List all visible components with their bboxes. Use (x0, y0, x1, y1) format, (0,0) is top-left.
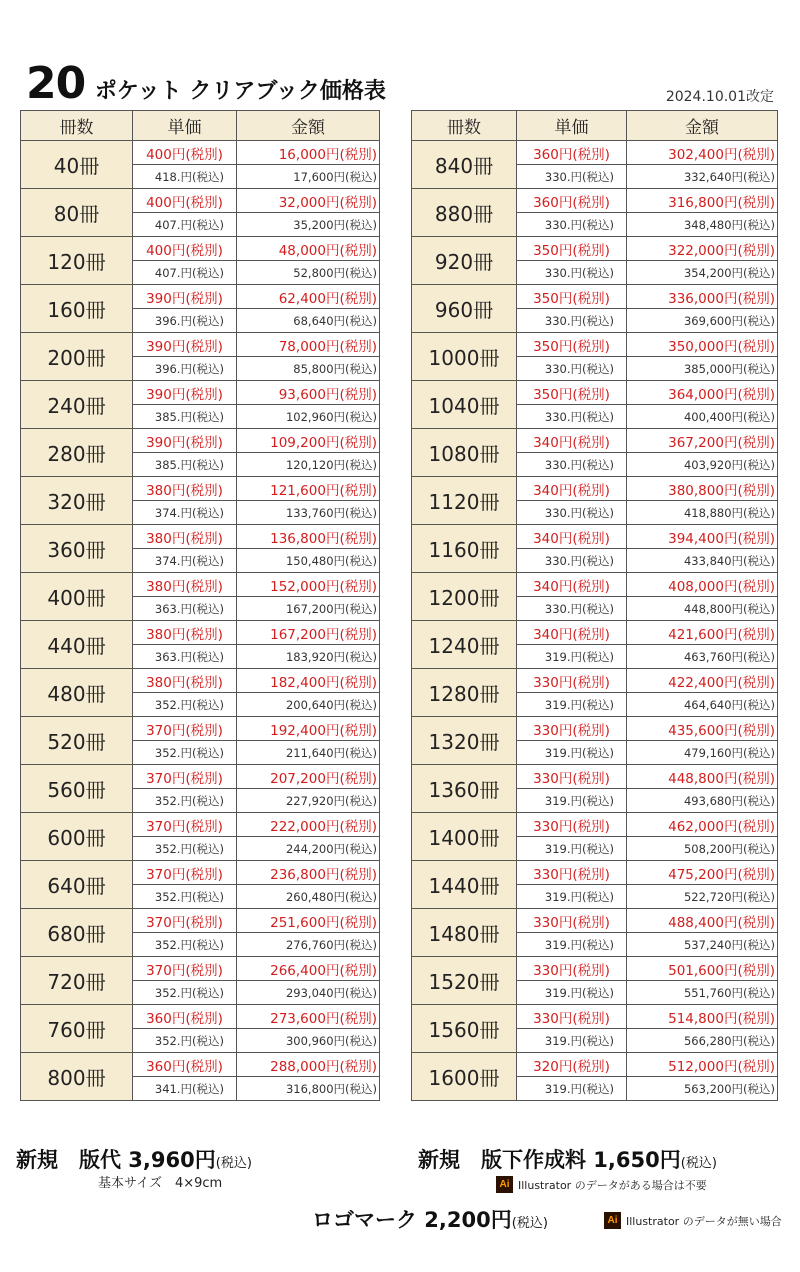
total-price-in-tax: 276,760円(税込) (237, 933, 380, 957)
unit-price-ex-tax: 390円(税別) (133, 429, 237, 453)
total-price-ex-tax: 167,200円(税別) (237, 621, 380, 645)
unit-price-ex-tax: 330円(税別) (517, 909, 627, 933)
total-price-ex-tax: 222,000円(税別) (237, 813, 380, 837)
unit-price-ex-tax: 350円(税別) (517, 237, 627, 261)
header-total: 金額 (237, 111, 380, 141)
unit-price-ex-tax: 380円(税別) (133, 621, 237, 645)
table-row (412, 477, 778, 501)
total-price-in-tax: 463,760円(税込) (627, 645, 778, 669)
total-price-ex-tax: 394,400円(税別) (627, 525, 778, 549)
table-row (21, 861, 380, 885)
unit-price-in-tax: 330.円(税込) (517, 165, 627, 189)
unit-price-ex-tax: 380円(税別) (133, 477, 237, 501)
table-row (412, 957, 778, 981)
table-row (21, 669, 380, 693)
table-row (412, 189, 778, 213)
total-price-ex-tax: 16,000円(税別) (237, 141, 380, 165)
qty-cell: 640冊 (21, 861, 133, 909)
qty-cell: 1400冊 (412, 813, 517, 861)
total-price-ex-tax: 514,800円(税別) (627, 1005, 778, 1029)
title-number: 20 (26, 58, 86, 109)
unit-price-ex-tax: 390円(税別) (133, 333, 237, 357)
qty-cell: 1040冊 (412, 381, 517, 429)
table-row (412, 237, 778, 261)
qty-cell: 400冊 (21, 573, 133, 621)
table-row (21, 765, 380, 789)
plate-fee-tax: (税込) (215, 1156, 252, 1171)
unit-price-in-tax: 352.円(税込) (133, 741, 237, 765)
unit-price-in-tax: 330.円(税込) (517, 405, 627, 429)
unit-price-in-tax: 352.円(税込) (133, 885, 237, 909)
page-title (26, 58, 386, 109)
unit-price-in-tax: 330.円(税込) (517, 501, 627, 525)
total-price-in-tax: 448,800円(税込) (627, 597, 778, 621)
total-price-in-tax: 316,800円(税込) (237, 1077, 380, 1101)
unit-price-ex-tax: 350円(税別) (517, 333, 627, 357)
table-row (21, 525, 380, 549)
qty-cell: 1240冊 (412, 621, 517, 669)
unit-price-in-tax: 352.円(税込) (133, 837, 237, 861)
total-price-in-tax: 385,000円(税込) (627, 357, 778, 381)
qty-cell: 1160冊 (412, 525, 517, 573)
table-row (21, 813, 380, 837)
total-price-ex-tax: 93,600円(税別) (237, 381, 380, 405)
title-text: ポケット クリアブック価格表 (94, 79, 386, 104)
unit-price-ex-tax: 370円(税別) (133, 861, 237, 885)
unit-price-in-tax: 363.円(税込) (133, 645, 237, 669)
table-row (412, 1005, 778, 1029)
unit-price-ex-tax: 330円(税別) (517, 813, 627, 837)
qty-cell: 480冊 (21, 669, 133, 717)
total-price-ex-tax: 336,000円(税別) (627, 285, 778, 309)
price-table-right (411, 110, 778, 1101)
header-unit: 単価 (517, 111, 627, 141)
table-row (412, 1053, 778, 1077)
total-price-ex-tax: 380,800円(税別) (627, 477, 778, 501)
header-unit: 単価 (133, 111, 237, 141)
table-row (21, 573, 380, 597)
unit-price-in-tax: 319.円(税込) (517, 741, 627, 765)
total-price-in-tax: 403,920円(税込) (627, 453, 778, 477)
qty-cell: 320冊 (21, 477, 133, 525)
total-price-ex-tax: 236,800円(税別) (237, 861, 380, 885)
unit-price-ex-tax: 400円(税別) (133, 189, 237, 213)
unit-price-in-tax: 319.円(税込) (517, 837, 627, 861)
table-row (412, 285, 778, 309)
unit-price-in-tax: 330.円(税込) (517, 357, 627, 381)
qty-cell: 440冊 (21, 621, 133, 669)
qty-cell: 1080冊 (412, 429, 517, 477)
plate-fee (16, 1144, 252, 1174)
total-price-in-tax: 354,200円(税込) (627, 261, 778, 285)
unit-price-in-tax: 330.円(税込) (517, 549, 627, 573)
unit-price-ex-tax: 360円(税別) (517, 141, 627, 165)
qty-cell: 880冊 (412, 189, 517, 237)
total-price-ex-tax: 251,600円(税別) (237, 909, 380, 933)
table-row (21, 285, 380, 309)
qty-cell: 40冊 (21, 141, 133, 189)
total-price-in-tax: 400,400円(税込) (627, 405, 778, 429)
qty-cell: 280冊 (21, 429, 133, 477)
unit-price-in-tax: 330.円(税込) (517, 213, 627, 237)
total-price-in-tax: 537,240円(税込) (627, 933, 778, 957)
unit-price-in-tax: 396.円(税込) (133, 357, 237, 381)
total-price-in-tax: 35,200円(税込) (237, 213, 380, 237)
qty-cell: 1320冊 (412, 717, 517, 765)
total-price-ex-tax: 501,600円(税別) (627, 957, 778, 981)
total-price-ex-tax: 350,000円(税別) (627, 333, 778, 357)
table-row (412, 381, 778, 405)
unit-price-in-tax: 352.円(税込) (133, 981, 237, 1005)
total-price-ex-tax: 367,200円(税別) (627, 429, 778, 453)
total-price-ex-tax: 316,800円(税別) (627, 189, 778, 213)
total-price-ex-tax: 288,000円(税別) (237, 1053, 380, 1077)
unit-price-ex-tax: 340円(税別) (517, 429, 627, 453)
qty-cell: 80冊 (21, 189, 133, 237)
total-price-in-tax: 566,280円(税込) (627, 1029, 778, 1053)
unit-price-ex-tax: 350円(税別) (517, 285, 627, 309)
total-price-in-tax: 260,480円(税込) (237, 885, 380, 909)
header-qty: 冊数 (412, 111, 517, 141)
table-row (21, 1053, 380, 1077)
total-price-in-tax: 418,880円(税込) (627, 501, 778, 525)
total-price-in-tax: 479,160円(税込) (627, 741, 778, 765)
table-row (21, 333, 380, 357)
qty-cell: 520冊 (21, 717, 133, 765)
qty-cell: 160冊 (21, 285, 133, 333)
total-price-in-tax: 493,680円(税込) (627, 789, 778, 813)
unit-price-ex-tax: 370円(税別) (133, 813, 237, 837)
unit-price-in-tax: 319.円(税込) (517, 1077, 627, 1101)
total-price-in-tax: 508,200円(税込) (627, 837, 778, 861)
draft-fee-tax: (税込) (680, 1156, 717, 1171)
total-price-in-tax: 211,640円(税込) (237, 741, 380, 765)
table-row (21, 1005, 380, 1029)
logo-mark-note-text: Illustrator のデータが無い場合 (626, 1214, 782, 1228)
total-price-ex-tax: 462,000円(税別) (627, 813, 778, 837)
qty-cell: 1520冊 (412, 957, 517, 1005)
total-price-ex-tax: 136,800円(税別) (237, 525, 380, 549)
logo-mark-label: ロゴマーク 2,200円 (312, 1208, 512, 1232)
total-price-ex-tax: 182,400円(税別) (237, 669, 380, 693)
unit-price-ex-tax: 330円(税別) (517, 957, 627, 981)
total-price-in-tax: 464,640円(税込) (627, 693, 778, 717)
unit-price-ex-tax: 330円(税別) (517, 861, 627, 885)
unit-price-ex-tax: 380円(税別) (133, 525, 237, 549)
unit-price-in-tax: 374.円(税込) (133, 549, 237, 573)
total-price-in-tax: 150,480円(税込) (237, 549, 380, 573)
table-row (21, 957, 380, 981)
revision-date: 2024.10.01改定 (665, 89, 774, 105)
qty-cell: 600冊 (21, 813, 133, 861)
qty-cell: 1560冊 (412, 1005, 517, 1053)
total-price-in-tax: 563,200円(税込) (627, 1077, 778, 1101)
unit-price-ex-tax: 380円(税別) (133, 669, 237, 693)
qty-cell: 960冊 (412, 285, 517, 333)
logo-mark-note (604, 1212, 782, 1229)
unit-price-in-tax: 407.円(税込) (133, 261, 237, 285)
unit-price-in-tax: 319.円(税込) (517, 1029, 627, 1053)
unit-price-in-tax: 352.円(税込) (133, 1029, 237, 1053)
total-price-in-tax: 102,960円(税込) (237, 405, 380, 429)
qty-cell: 1360冊 (412, 765, 517, 813)
header-qty: 冊数 (21, 111, 133, 141)
total-price-in-tax: 227,920円(税込) (237, 789, 380, 813)
unit-price-in-tax: 418.円(税込) (133, 165, 237, 189)
unit-price-ex-tax: 380円(税別) (133, 573, 237, 597)
unit-price-ex-tax: 330円(税別) (517, 669, 627, 693)
total-price-in-tax: 17,600円(税込) (237, 165, 380, 189)
table-row (21, 141, 380, 165)
total-price-in-tax: 522,720円(税込) (627, 885, 778, 909)
unit-price-ex-tax: 370円(税別) (133, 765, 237, 789)
total-price-in-tax: 293,040円(税込) (237, 981, 380, 1005)
qty-cell: 1600冊 (412, 1053, 517, 1101)
unit-price-in-tax: 330.円(税込) (517, 309, 627, 333)
unit-price-ex-tax: 370円(税別) (133, 957, 237, 981)
qty-cell: 1120冊 (412, 477, 517, 525)
qty-cell: 120冊 (21, 237, 133, 285)
unit-price-in-tax: 319.円(税込) (517, 693, 627, 717)
total-price-ex-tax: 192,400円(税別) (237, 717, 380, 741)
unit-price-in-tax: 385.円(税込) (133, 405, 237, 429)
table-row (412, 669, 778, 693)
unit-price-in-tax: 319.円(税込) (517, 645, 627, 669)
unit-price-ex-tax: 340円(税別) (517, 573, 627, 597)
table-row (412, 429, 778, 453)
basic-size: 基本サイズ 4×9cm (98, 1176, 223, 1191)
total-price-ex-tax: 364,000円(税別) (627, 381, 778, 405)
qty-cell: 760冊 (21, 1005, 133, 1053)
unit-price-in-tax: 352.円(税込) (133, 933, 237, 957)
table-row (412, 909, 778, 933)
total-price-in-tax: 369,600円(税込) (627, 309, 778, 333)
illustrator-icon: Ai (496, 1176, 513, 1193)
unit-price-in-tax: 374.円(税込) (133, 501, 237, 525)
qty-cell: 1480冊 (412, 909, 517, 957)
unit-price-ex-tax: 390円(税別) (133, 381, 237, 405)
total-price-ex-tax: 266,400円(税別) (237, 957, 380, 981)
total-price-in-tax: 167,200円(税込) (237, 597, 380, 621)
total-price-ex-tax: 448,800円(税別) (627, 765, 778, 789)
total-price-ex-tax: 78,000円(税別) (237, 333, 380, 357)
draft-fee-label: 新規 版下作成料 1,650円 (418, 1148, 681, 1172)
unit-price-ex-tax: 330円(税別) (517, 717, 627, 741)
unit-price-in-tax: 319.円(税込) (517, 933, 627, 957)
table-row (412, 717, 778, 741)
table-row (412, 861, 778, 885)
draft-fee (418, 1144, 717, 1174)
total-price-ex-tax: 512,000円(税別) (627, 1053, 778, 1077)
total-price-in-tax: 551,760円(税込) (627, 981, 778, 1005)
table-row (21, 909, 380, 933)
table-row (412, 813, 778, 837)
qty-cell: 1200冊 (412, 573, 517, 621)
table-row (412, 141, 778, 165)
total-price-ex-tax: 322,000円(税別) (627, 237, 778, 261)
qty-cell: 800冊 (21, 1053, 133, 1101)
illustrator-icon: Ai (604, 1212, 621, 1229)
price-table-left (20, 110, 380, 1101)
total-price-ex-tax: 408,000円(税別) (627, 573, 778, 597)
header-total: 金額 (627, 111, 778, 141)
qty-cell: 840冊 (412, 141, 517, 189)
qty-cell: 560冊 (21, 765, 133, 813)
table-row (21, 477, 380, 501)
qty-cell: 920冊 (412, 237, 517, 285)
total-price-in-tax: 244,200円(税込) (237, 837, 380, 861)
plate-fee-label: 新規 版代 3,960円 (16, 1148, 216, 1172)
unit-price-in-tax: 319.円(税込) (517, 885, 627, 909)
table-row (21, 621, 380, 645)
total-price-in-tax: 183,920円(税込) (237, 645, 380, 669)
total-price-in-tax: 85,800円(税込) (237, 357, 380, 381)
unit-price-ex-tax: 340円(税別) (517, 621, 627, 645)
unit-price-ex-tax: 400円(税別) (133, 141, 237, 165)
unit-price-in-tax: 385.円(税込) (133, 453, 237, 477)
qty-cell: 1000冊 (412, 333, 517, 381)
unit-price-in-tax: 319.円(税込) (517, 789, 627, 813)
total-price-ex-tax: 475,200円(税別) (627, 861, 778, 885)
total-price-in-tax: 348,480円(税込) (627, 213, 778, 237)
total-price-in-tax: 433,840円(税込) (627, 549, 778, 573)
total-price-in-tax: 52,800円(税込) (237, 261, 380, 285)
qty-cell: 680冊 (21, 909, 133, 957)
unit-price-ex-tax: 390円(税別) (133, 285, 237, 309)
draft-fee-note-text: Illustrator のデータがある場合は不要 (518, 1178, 707, 1192)
qty-cell: 360冊 (21, 525, 133, 573)
unit-price-ex-tax: 360円(税別) (133, 1005, 237, 1029)
total-price-in-tax: 133,760円(税込) (237, 501, 380, 525)
unit-price-ex-tax: 330円(税別) (517, 765, 627, 789)
unit-price-in-tax: 407.円(税込) (133, 213, 237, 237)
total-price-in-tax: 68,640円(税込) (237, 309, 380, 333)
total-price-ex-tax: 48,000円(税別) (237, 237, 380, 261)
table-row (412, 765, 778, 789)
logo-mark-fee (312, 1204, 548, 1234)
table-row (21, 717, 380, 741)
total-price-in-tax: 200,640円(税込) (237, 693, 380, 717)
total-price-ex-tax: 435,600円(税別) (627, 717, 778, 741)
unit-price-in-tax: 352.円(税込) (133, 789, 237, 813)
table-row (412, 333, 778, 357)
total-price-ex-tax: 207,200円(税別) (237, 765, 380, 789)
table-row (21, 381, 380, 405)
unit-price-ex-tax: 360円(税別) (133, 1053, 237, 1077)
draft-fee-note (496, 1176, 707, 1193)
unit-price-in-tax: 341.円(税込) (133, 1077, 237, 1101)
unit-price-ex-tax: 370円(税別) (133, 717, 237, 741)
total-price-in-tax: 332,640円(税込) (627, 165, 778, 189)
unit-price-in-tax: 330.円(税込) (517, 261, 627, 285)
unit-price-ex-tax: 340円(税別) (517, 525, 627, 549)
table-row (21, 237, 380, 261)
total-price-ex-tax: 488,400円(税別) (627, 909, 778, 933)
table-row (412, 621, 778, 645)
total-price-ex-tax: 109,200円(税別) (237, 429, 380, 453)
total-price-ex-tax: 62,400円(税別) (237, 285, 380, 309)
unit-price-ex-tax: 400円(税別) (133, 237, 237, 261)
unit-price-ex-tax: 360円(税別) (517, 189, 627, 213)
unit-price-ex-tax: 330円(税別) (517, 1005, 627, 1029)
unit-price-ex-tax: 370円(税別) (133, 909, 237, 933)
unit-price-ex-tax: 320円(税別) (517, 1053, 627, 1077)
table-row (21, 429, 380, 453)
unit-price-in-tax: 396.円(税込) (133, 309, 237, 333)
total-price-ex-tax: 152,000円(税別) (237, 573, 380, 597)
unit-price-in-tax: 363.円(税込) (133, 597, 237, 621)
unit-price-in-tax: 352.円(税込) (133, 693, 237, 717)
total-price-in-tax: 120,120円(税込) (237, 453, 380, 477)
logo-mark-tax: (税込) (511, 1216, 548, 1231)
total-price-ex-tax: 121,600円(税別) (237, 477, 380, 501)
qty-cell: 1280冊 (412, 669, 517, 717)
qty-cell: 1440冊 (412, 861, 517, 909)
total-price-ex-tax: 422,400円(税別) (627, 669, 778, 693)
total-price-ex-tax: 421,600円(税別) (627, 621, 778, 645)
qty-cell: 200冊 (21, 333, 133, 381)
total-price-ex-tax: 302,400円(税別) (627, 141, 778, 165)
unit-price-in-tax: 330.円(税込) (517, 453, 627, 477)
unit-price-in-tax: 330.円(税込) (517, 597, 627, 621)
unit-price-in-tax: 319.円(税込) (517, 981, 627, 1005)
qty-cell: 720冊 (21, 957, 133, 1005)
total-price-in-tax: 300,960円(税込) (237, 1029, 380, 1053)
table-row (21, 189, 380, 213)
unit-price-ex-tax: 350円(税別) (517, 381, 627, 405)
qty-cell: 240冊 (21, 381, 133, 429)
table-row (412, 573, 778, 597)
table-row (412, 525, 778, 549)
total-price-ex-tax: 273,600円(税別) (237, 1005, 380, 1029)
unit-price-ex-tax: 340円(税別) (517, 477, 627, 501)
total-price-ex-tax: 32,000円(税別) (237, 189, 380, 213)
